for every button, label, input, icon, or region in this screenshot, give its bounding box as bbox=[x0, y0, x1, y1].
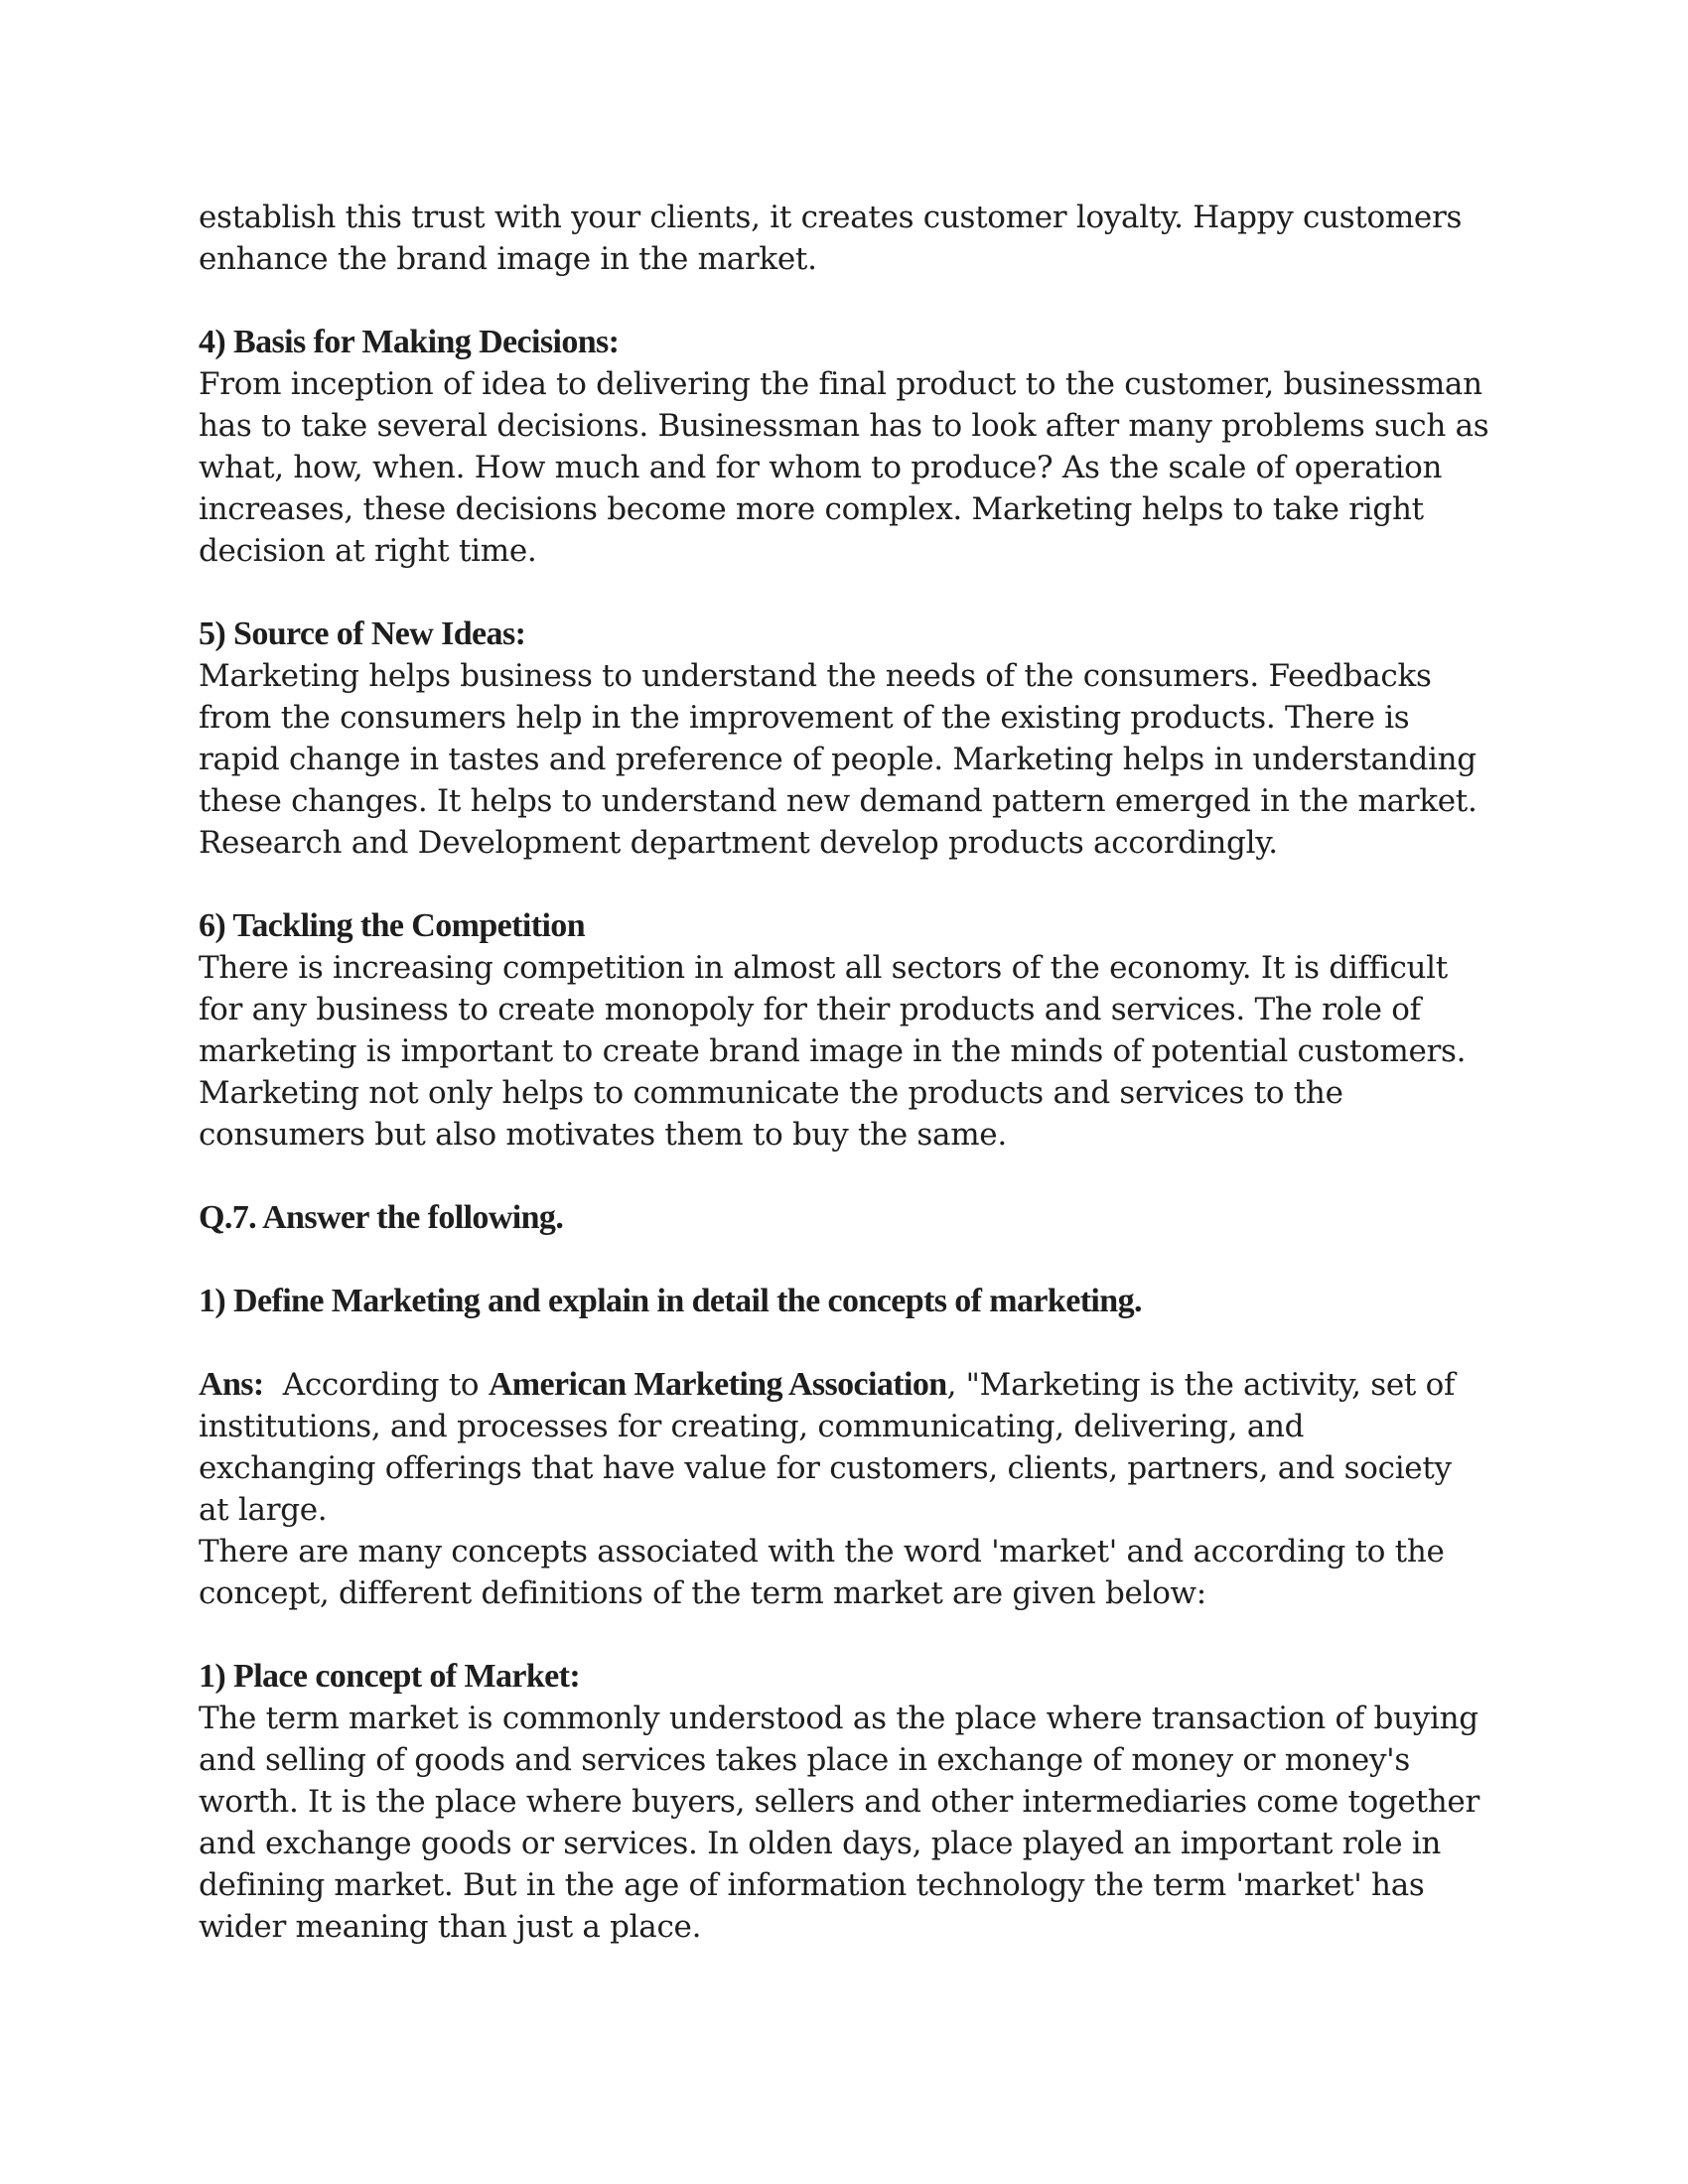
intro-paragraph: establish this trust with your clients, it creates customer loyalty. Happy customers enhance the brand image in the market. bbox=[199, 200, 1463, 277]
question-heading: Q.7. Answer the following. bbox=[199, 1199, 564, 1236]
section-tackling-competition bbox=[199, 905, 1489, 1156]
section-heading: 6) Tackling the Competition bbox=[199, 907, 586, 944]
section-source-of-new-ideas bbox=[199, 614, 1489, 864]
section-body: The term market is commonly understood as the place where transaction of buying and selling of goods and services takes place in exchange of money or money's worth. It is the place where buyers, sellers and other intermediaries come together and exchange goods or services. In olden days, place played an important role in defining market. But in the age of information technology the term 'market' has wider meaning than just a place. bbox=[199, 1701, 1479, 1945]
document-page bbox=[199, 197, 1489, 1948]
answer-lead: According to bbox=[282, 1367, 480, 1403]
organization-name: American Marketing Association bbox=[488, 1366, 947, 1403]
section-body: There is increasing competition in almost all sectors of the economy. It is difficult for any business to create monopoly for their products and services. The role of marketing is important to create brand image in the minds of potential customers. Marketing not only helps to communicate the products and services to the consumers but also motivates them to buy the same. bbox=[199, 950, 1467, 1153]
section-heading: 4) Basis for Making Decisions: bbox=[199, 324, 620, 360]
section-body: Marketing helps business to understand the needs of the consumers. Feedbacks from the consumers help in the improvement of the existing products. There is rapid change in tastes and preference of people. Marketing helps in understanding these changes. It helps to understand new demand pattern emerged in the market. Research and Development department develop products accordingly. bbox=[199, 658, 1477, 861]
section-body: From inception of idea to delivering the final product to the customer, businessman has to take several decisions. Businessman has to look after many problems such as what, how, when. How much and for whom to produce? As the scale of operation increases, these decisions become more complex. Marketing helps to take right decision at right time. bbox=[199, 366, 1489, 569]
section-heading: 5) Source of New Ideas: bbox=[199, 615, 526, 652]
answer-paragraph bbox=[199, 1364, 1489, 1531]
sub-question: 1) Define Marketing and explain in detail the concepts of marketing. bbox=[199, 1283, 1142, 1319]
definition-text: , "Marketing is the activity, set of institutions, and processes for creating, communicating, delivering, and exchanging offerings that have value for customers, clients, partners, and society at large. bbox=[199, 1367, 1456, 1528]
concepts-intro: There are many concepts associated with the word 'market' and according to the concept, different definitions of the term market are given below: bbox=[199, 1534, 1445, 1611]
section-heading: 1) Place concept of Market: bbox=[199, 1658, 581, 1695]
answer-label: Ans: bbox=[199, 1366, 264, 1403]
section-place-concept bbox=[199, 1656, 1489, 1948]
section-basis-for-decisions bbox=[199, 322, 1489, 572]
